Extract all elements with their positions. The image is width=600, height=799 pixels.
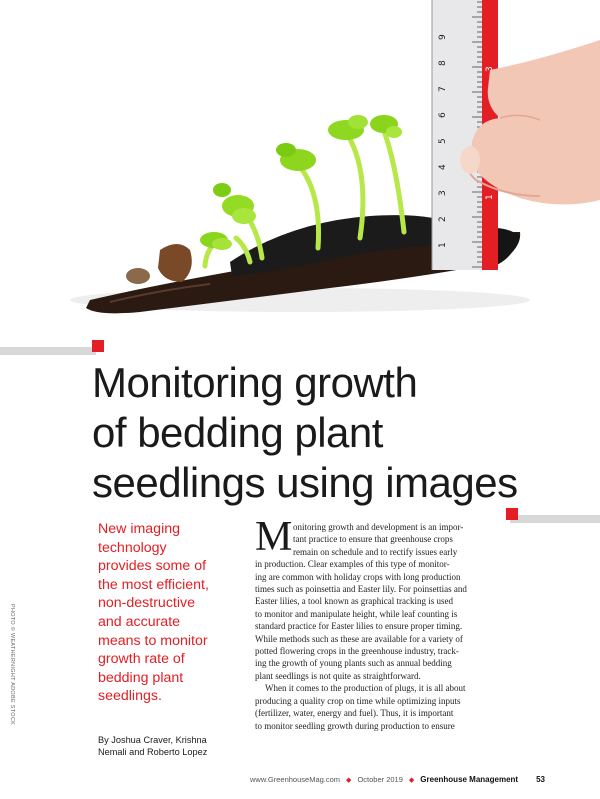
title-line-3: seedlings using images [92, 459, 518, 506]
body-line: Easter lilies, a tool known as graphical tracking is used [255, 596, 453, 607]
accent-square-right [506, 508, 518, 520]
ruler-number: 1 [438, 242, 448, 248]
deck-line: bedding plant [98, 669, 184, 686]
body-line: to monitor and manipulate height, while leaf counting is [255, 608, 458, 619]
ruler-number: 6 [438, 112, 448, 118]
byline-line-2: Nemali and Roberto Lopez [98, 747, 208, 757]
accent-square-top [92, 340, 104, 352]
deck-line: growth rate of [98, 651, 185, 668]
ruler-number: 2 [438, 216, 448, 222]
accent-bar-right [510, 515, 600, 523]
body-line: remain on schedule and to rectify issues early [293, 546, 458, 557]
body-line: tant practice to ensure that greenhouse crops [293, 534, 453, 545]
ruler-inch-number: 3 [485, 66, 495, 72]
article-body [255, 521, 495, 732]
deck-line: seedlings. [98, 688, 162, 705]
title-line-1: Monitoring growth [92, 359, 418, 406]
ruler-number: 3 [438, 190, 448, 196]
body-line: When it comes to the production of plugs, it is all about [265, 683, 466, 694]
deck-line: the most efficient, [98, 576, 209, 593]
body-line: ing the growth of young plants such as annual bedding [255, 658, 452, 669]
title-line-2: of bedding plant [92, 409, 383, 456]
body-line: to monitor seedling growth during production to ensure [255, 720, 455, 731]
deck-line: New imaging [98, 521, 181, 537]
deck-line: non-destructive [98, 595, 195, 612]
photo-credit [5, 604, 19, 744]
body-line: onitoring growth and development is an impor- [293, 522, 464, 532]
deck-line: and accurate [98, 613, 181, 630]
article-deck [98, 520, 238, 706]
drop-cap: M [255, 514, 293, 560]
ruler-number: 5 [438, 138, 448, 144]
body-line: producing a quality crop on time while optimizing inputs [255, 695, 461, 706]
body-line: potted flowering crops in the greenhouse industry, track- [255, 646, 459, 657]
diamond-icon: ◆ [346, 777, 352, 784]
accent-bar-left [0, 347, 96, 355]
photo-credit-text: PHOTO © WEATHERNIGHT ADOBE STOCK [9, 604, 15, 726]
body-line: (fertilizer, water, energy and fuel). Thus, it is important [255, 708, 454, 719]
footer-date: October 2019 [357, 775, 403, 784]
byline [98, 734, 248, 758]
page-number: 53 [536, 775, 545, 784]
diamond-icon: ◆ [408, 777, 415, 784]
body-line: plant seedlings is not quite as straightforward. [255, 670, 421, 681]
deck-line: means to monitor [98, 632, 208, 649]
ruler-inch-number: 1 [485, 194, 495, 200]
page-footer [250, 775, 590, 787]
ruler-number: 7 [438, 86, 448, 92]
ruler-number: 9 [438, 34, 448, 40]
article-title [92, 358, 572, 508]
body-line: While methods such as these are available for a variety of [255, 633, 463, 644]
seedling-photo [0, 0, 600, 330]
deck-line: provides some of [98, 558, 207, 575]
footer-website[interactable]: www.GreenhouseMag.com [250, 775, 341, 784]
body-line: ing are common with holiday crops with long production [255, 571, 461, 582]
deck-line: technology [98, 539, 167, 556]
body-line: standard practice for Easter lilies to ensure proper timing. [255, 621, 463, 632]
byline-line-1: By Joshua Craver, Krishna [98, 735, 207, 745]
body-line: in production. Clear examples of this type of monitor- [255, 559, 450, 570]
ruler-number: 4 [438, 164, 448, 170]
ruler-number: 8 [438, 60, 448, 66]
seed-husk-1 [126, 268, 150, 284]
footer-magazine: Greenhouse Management [420, 775, 519, 784]
body-line: times such as poinsettia and Easter lily. For poinsettias and [255, 584, 467, 595]
